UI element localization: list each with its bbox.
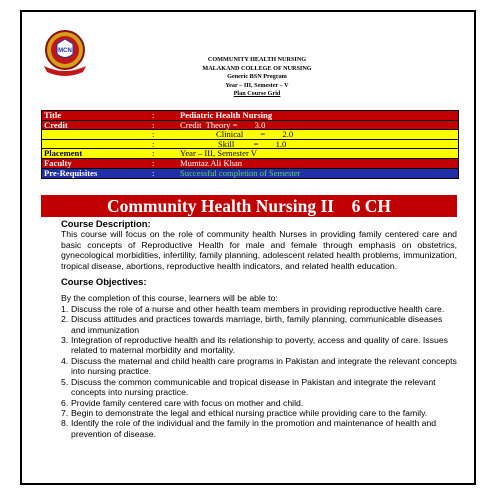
header-line-2: MALAKAND COLLEGE OF NURSING <box>202 64 312 72</box>
header-line-3: Generic BSN Program <box>227 73 287 81</box>
grid-colon: : <box>152 157 155 168</box>
grid-label <box>42 130 152 139</box>
list-text: Discuss attitudes and practices towards marriage, birth, family planning, communicable diseases and immunization <box>71 314 443 335</box>
grid-row-prerequisites <box>42 169 458 179</box>
list-item <box>61 418 457 439</box>
grid-value: Skill = 1.0 <box>218 138 287 149</box>
document-header <box>92 56 422 99</box>
list-text: Discuss the maternal and child health care programs in Pakistan and integrate the relevant concepts into nursing practice. <box>71 355 457 377</box>
description-heading: Course Description: <box>61 218 151 229</box>
logo-text: MCN <box>58 48 72 54</box>
grid-label: Placement <box>44 148 83 159</box>
list-number: 1. <box>61 303 69 314</box>
grid-colon: : <box>152 167 155 178</box>
grid-label <box>42 140 152 149</box>
grid-value: Clinical = 2.0 <box>216 129 294 140</box>
list-number: 4. <box>61 355 69 366</box>
list-item <box>61 377 457 398</box>
grid-label: Credit <box>44 119 68 130</box>
grid-colon: : <box>152 110 155 120</box>
course-title-banner: Community Health Nursing II 6 CH <box>41 195 457 217</box>
list-item <box>61 398 457 408</box>
objectives-heading: Course Objectives: <box>61 276 147 288</box>
objectives-intro: By the completion of this course, learners will be able to: <box>61 293 278 304</box>
grid-label: Title <box>44 110 62 120</box>
list-text: Integration of reproductive health and its relationship to poverty, access and quality of care. Issues related to maternal morbidity and mortality. <box>71 335 448 356</box>
grid-colon: : <box>152 138 155 149</box>
list-number: 2. <box>61 314 69 325</box>
list-number: 3. <box>61 335 69 346</box>
objectives-list <box>61 304 457 439</box>
list-number: 8. <box>61 418 69 429</box>
document-body <box>61 219 457 439</box>
grid-colon: : <box>152 119 155 130</box>
list-text: Discuss the common communicable and tropical disease in Pakistan and integrate the relevant concepts into nursing practice. <box>71 376 436 398</box>
list-text: Provide family centered care with focus on mother and child. <box>71 397 304 408</box>
list-text: Begin to demonstrate the legal and ethical nursing practice while providing care to the family. <box>71 407 428 418</box>
list-item <box>61 335 457 356</box>
grid-value: Year – III, Semester V <box>180 148 258 159</box>
grid-label: Pre-Requisites <box>44 167 98 178</box>
header-line-4: Year – III, Semester – V <box>225 81 289 89</box>
college-crest-logo <box>40 28 90 78</box>
list-number: 7. <box>61 407 69 418</box>
grid-row-placement <box>42 149 458 159</box>
list-number: 5. <box>61 376 69 387</box>
list-item <box>61 314 457 335</box>
grid-label: Faculty <box>44 157 72 168</box>
grid-value: Mumtaz Ali Khan <box>180 157 243 168</box>
header-line-5: Plan Course Grid <box>233 90 281 98</box>
list-text: Discuss the role of a nurse and other health team members in providing reproductive health care. <box>71 303 445 314</box>
header-line-1: COMMUNITY HEALTH NURSING <box>207 56 307 63</box>
grid-value: Pediatric Health Nursing <box>180 110 273 120</box>
list-item <box>61 356 457 377</box>
list-number: 6. <box>61 397 69 408</box>
list-text: Identify the role of the individual and the family in the promotion and maintenance of health and prevention of disease. <box>71 418 437 439</box>
list-item <box>61 408 457 418</box>
course-grid-table <box>41 110 459 179</box>
document-page <box>20 10 476 485</box>
grid-colon: : <box>152 148 155 159</box>
grid-value: Credit Theory = 3.0 <box>180 119 266 130</box>
description-text: This course will focus on the role of community health Nurses in providing family centered care and basic concepts of Reproductive Health for male and female through emphasis on obstetrics, gynecological morbidities, infertility, family planning, adolescent related health problems, immunization, tropical disease, abortions, reproductive health indicators, and related health education. <box>61 229 457 271</box>
grid-colon: : <box>152 129 155 140</box>
list-item <box>61 304 457 314</box>
grid-value: Successful completion of Semester <box>180 167 301 178</box>
